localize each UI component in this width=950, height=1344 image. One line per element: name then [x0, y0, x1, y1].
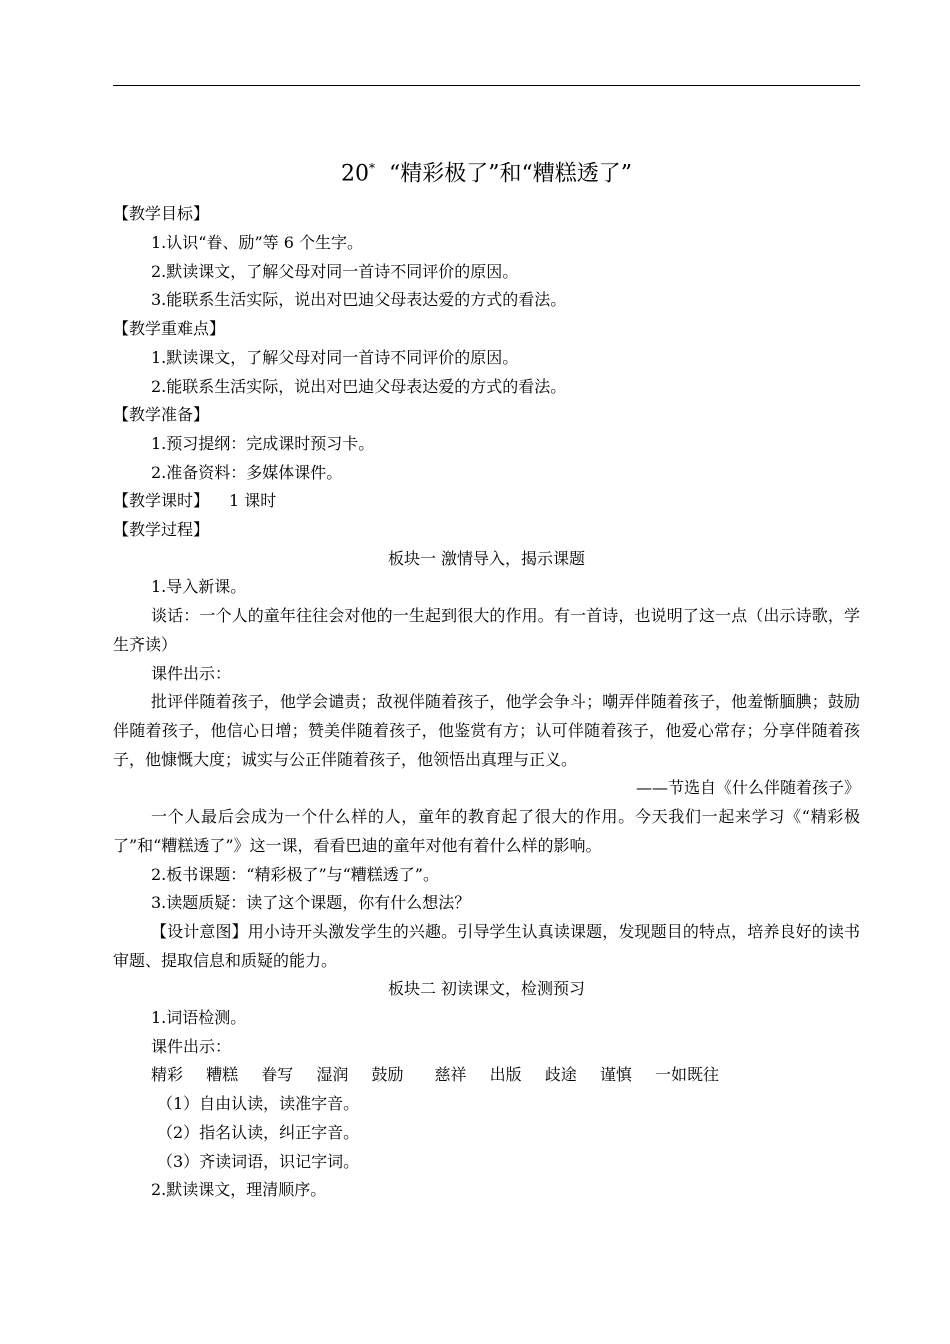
section1-talk: 谈话：一个人的童年往往会对他的一生起到很大的作用。有一首诗，也说明了这一点（出示诗歌，学生齐读）	[113, 606, 860, 654]
lesson-title	[113, 146, 860, 196]
vocabulary-word: 出版	[489, 1065, 522, 1085]
goal-item: 1.认识“眷、励”等 6 个生字。	[151, 233, 363, 253]
lesson-number: 20	[341, 161, 369, 187]
vocabulary-word: 一如既往	[654, 1065, 719, 1085]
document-body	[113, 146, 860, 1205]
goal-item: 2.默读课文，了解父母对同一首诗不同评价的原因。	[151, 261, 519, 281]
vocabulary-word: 眷写	[261, 1065, 294, 1085]
section1-title: 板块一 激情导入，揭示课题	[387, 548, 586, 568]
vocabulary-word: 精彩	[151, 1065, 184, 1085]
design-intent	[113, 918, 860, 975]
process-heading: 【教学过程】	[113, 520, 210, 540]
section2-step1: 1.词语检测。	[151, 1008, 247, 1028]
preparation-item: 2.准备资料：多媒体课件。	[151, 462, 343, 482]
hours-value: 1 课时	[229, 491, 277, 511]
poem-source: ——节选自《什么伴随着孩子》	[635, 778, 860, 798]
vocabulary-word: 谨慎	[599, 1065, 632, 1085]
key-points-heading: 【教学重难点】	[113, 319, 226, 339]
hours-line	[113, 487, 860, 516]
header-rule	[113, 85, 860, 86]
sub-item: （1）自由认读，读准字音。	[157, 1094, 360, 1114]
hours-heading: 【教学课时】	[113, 491, 210, 511]
vocabulary-word: 鼓励	[371, 1065, 404, 1085]
lesson-title-text: “精彩极了”和“糟糕透了”	[389, 161, 632, 187]
preparation-item: 1.预习提纲：完成课时预习卡。	[151, 433, 375, 453]
section1-step2: 2.板书课题：“精彩极了”与“糟糕透了”。	[151, 864, 439, 884]
vocabulary-word: 慈祥	[434, 1065, 467, 1085]
vocabulary-word: 湿润	[316, 1065, 349, 1085]
vocabulary-word: 糟糕	[206, 1065, 239, 1085]
goals-heading: 【教学目标】	[113, 204, 210, 224]
design-intent-label: 【设计意图】	[151, 921, 248, 941]
section1-courseware: 课件出示：	[151, 663, 232, 683]
design-intent-text: 用小诗开头激发学生的兴趣。引导学生认真读课题，发现题目的特点，培养良好的读书审题、提取信息和质疑的能力。	[113, 921, 860, 970]
goal-item: 3.能联系生活实际，说出对巴迪父母表达爱的方式的看法。	[151, 290, 567, 310]
lesson-mark: *	[369, 161, 375, 175]
sub-item: （3）齐读词语，识记字词。	[157, 1151, 360, 1171]
key-point-item: 2.能联系生活实际，说出对巴迪父母表达爱的方式的看法。	[151, 376, 567, 396]
vocabulary-list	[113, 1061, 860, 1090]
sub-item: （2）指名认读，纠正字音。	[157, 1122, 360, 1142]
poem-text: 批评伴随着孩子，他学会谴责；敌视伴随着孩子，他学会争斗；嘲弄伴随着孩子，他羞惭腼腆；鼓励伴随着孩子，他信心日增；赞美伴随着孩子，他鉴赏有方；认可伴随着孩子，他爱心常存；分享伴随着孩子，他慷慨大度；诚实与公正伴随着孩子，他领悟出真理与正义。	[113, 692, 860, 769]
preparation-heading: 【教学准备】	[113, 405, 210, 425]
section2-courseware: 课件出示：	[151, 1036, 232, 1056]
key-point-item: 1.默读课文，了解父母对同一首诗不同评价的原因。	[151, 347, 519, 367]
section1-step1: 1.导入新课。	[151, 577, 247, 597]
section1-step3: 3.读题质疑：读了这个课题，你有什么想法？	[151, 893, 471, 913]
section2-step2: 2.默读课文，理清顺序。	[151, 1180, 327, 1200]
section1-intro: 一个人最后会成为一个什么样的人，童年的教育起了很大的作用。今天我们一起来学习《“精彩极了”和“糟糕透了”》这一课，看看巴迪的童年对他有着什么样的影响。	[113, 807, 860, 855]
section2-title: 板块二 初读课文，检测预习	[387, 979, 586, 999]
vocabulary-word: 歧途	[544, 1065, 577, 1085]
